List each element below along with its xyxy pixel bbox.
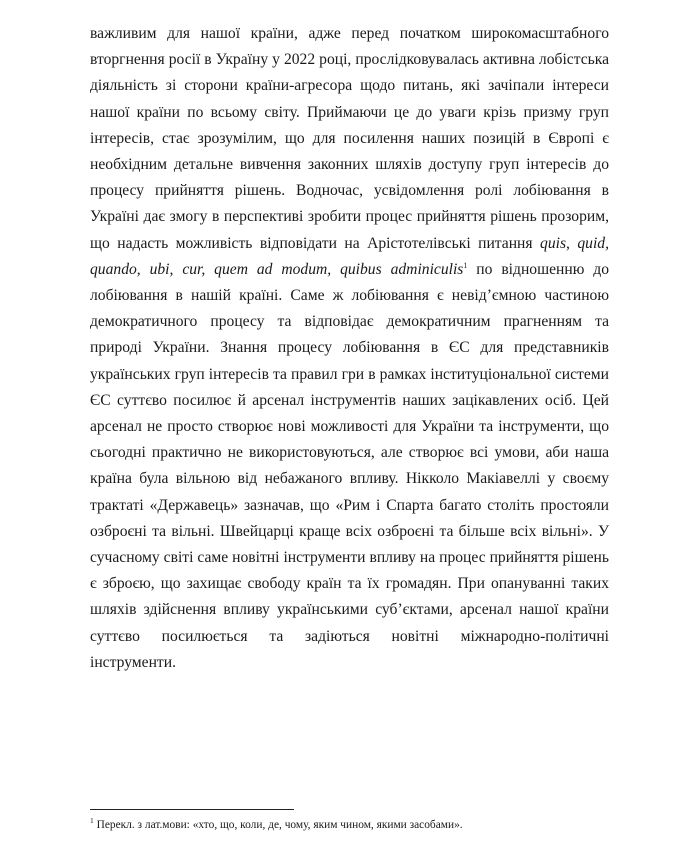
paragraph-text-part-1: важливим для нашої країни, адже перед початком широкомасштабного вторгнення росії в Україну у 2022 році, прослідковувалась активна лобістська діяльність зі сторони країни-агресора щодо питань, які зачіпали інтереси нашої країни по всьому світу. Приймаючи це до уваги крізь призму груп інтересів, стає зрозумілим, що для посилення наших позицій в Європі є необхідним детальне вивчення законних шляхів доступу груп інтересів до процесу прийняття рішень. Водночас, усвідомлення ролі лобіювання в Україні дає змогу в перспективі зробити процес прийняття рішень прозорим, що надасть можливість відповідати на Арістотелівські питання bbox=[90, 25, 609, 252]
paragraph-text-part-2: по відношенню до лобіювання в нашій країні. Саме ж лобіювання є невід’ємною частиною демократичного процесу та відповідає демократичним прагненням та природі України. Знання процесу лобіювання в ЄС для представників українських груп інтересів та правил гри в рамках інституціональної системи ЄС суттєво посилює й арсенал інструментів наших зацікавлених осіб. Цей арсенал не просто створює нові можливості для України та інструменти, що сьогодні практично не використовуються, але створює всі умови, аби наша країна була вільною від небажаного впливу. Нікколо Макіавеллі у своєму трактаті «Державець» зазначав, що «Рим і Спарта багато століть простояли озброєні та вільні. Швейцарці краще всіх озброєні та більше всіх вільні». У сучасному світі саме новітні інструменти впливу на процес прийняття рішень є зброєю, що захищає свободу країн та їх громадян. При опануванні таких шляхів здійснення впливу українськими суб’єктами, арсенал нашої країни суттєво посилюється та задіються новітні міжнародно-політичні інструменти. bbox=[90, 260, 609, 671]
latin-questions: quis, quid, quando, ubi, cur, quem ad modum, quibus adminiculis bbox=[90, 234, 609, 278]
footnote-number: 1 bbox=[90, 816, 94, 826]
footnote-reference[interactable]: 1 bbox=[463, 260, 468, 270]
footnote-text: Перекл. з лат.мови: «хто, що, коли, де, чому, яким чином, якими засобами». bbox=[93, 819, 463, 831]
footnote bbox=[90, 817, 610, 833]
footnote-separator bbox=[90, 809, 294, 810]
body-paragraph bbox=[90, 21, 609, 676]
